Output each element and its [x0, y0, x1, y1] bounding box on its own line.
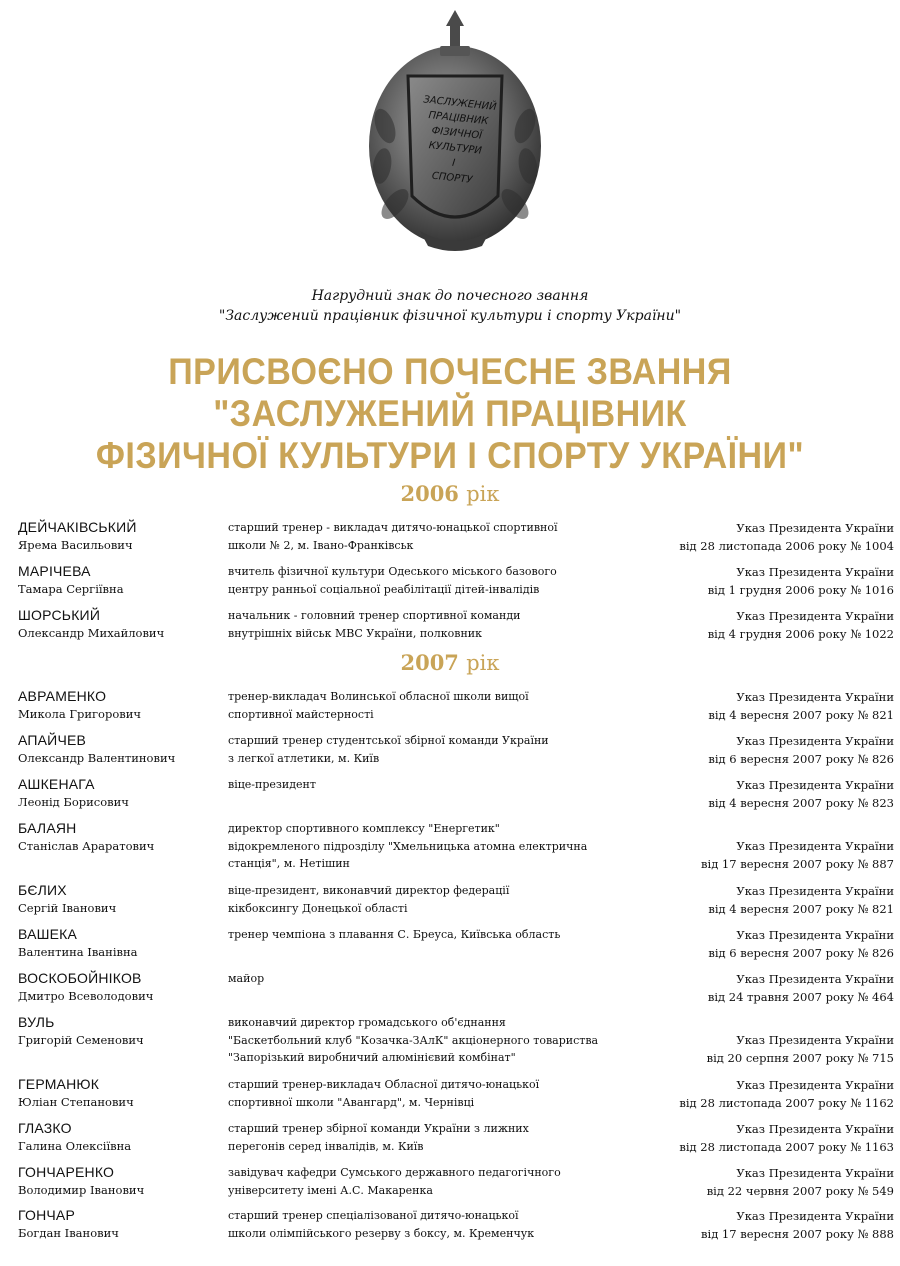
page-title-line-1: ПРИСВОЄНО ПОЧЕСНЕ ЗВАННЯ [168, 351, 732, 392]
surname: АВРАМЕНКО [18, 688, 107, 704]
position-text [228, 1076, 658, 1111]
decree-date: від 1 грудня 2006 року № 1016 [707, 583, 894, 597]
position-line: "Баскетбольний клуб "Козачка-ЗАлК" акціонерного товариства [228, 1033, 599, 1047]
decree-date: від 17 вересня 2007 року № 888 [701, 1227, 894, 1241]
honor-badge-image [360, 6, 550, 256]
badge-inscription-line: СПОРТУ [431, 170, 473, 186]
position-text [228, 970, 658, 988]
given-name: Станіслав Араратович [18, 839, 155, 853]
decree-date: від 17 вересня 2007 року № 887 [701, 857, 894, 871]
badge-inscription-line: ЗАСЛУЖЕНИЙ [422, 94, 497, 114]
decree-title: Указ Президента України [736, 1166, 894, 1180]
given-name: Григорій Семенович [18, 1033, 144, 1047]
badge-inscription [412, 92, 501, 190]
decree-date: від 20 серпня 2007 року № 715 [706, 1051, 894, 1065]
year-number: 2006 [400, 481, 459, 506]
decree-title: Указ Президента України [736, 734, 894, 748]
decree-date: від 28 листопада 2007 року № 1163 [679, 1140, 894, 1154]
position-line: вчитель фізичної культури Одеського міського базового [228, 565, 557, 578]
surname: ВУЛЬ [18, 1014, 55, 1030]
position-text [228, 563, 658, 598]
given-name: Дмитро Всеволодович [18, 989, 154, 1003]
decree-title: Указ Президента України [736, 521, 894, 535]
year-suffix: рік [466, 482, 500, 506]
position-text [228, 1164, 658, 1199]
decree-date: від 6 вересня 2007 року № 826 [708, 752, 894, 766]
decree-date: від 4 грудня 2006 року № 1022 [707, 627, 894, 641]
position-line: завідувач кафедри Сумського державного педагогічного [228, 1166, 561, 1179]
position-line: старший тренер - викладач дитячо-юнацької спортивної [228, 521, 558, 534]
badge-inscription-line: ФІЗИЧНОЇ [431, 125, 483, 142]
position-line: тренер-викладач Волинської обласної школи вищої [228, 690, 529, 703]
surname: ШОРСЬКИЙ [18, 607, 101, 623]
badge-caption-line-2: "Заслужений працівник фізичної культури і спорту України" [218, 308, 682, 324]
position-text [228, 688, 658, 723]
given-name: Галина Олексіївна [18, 1139, 132, 1153]
list-item [18, 819, 894, 879]
year-number: 2007 [400, 650, 459, 675]
given-name: Валентина Іванівна [18, 945, 138, 959]
position-text [228, 1207, 658, 1242]
position-line: перегонів серед інвалідів, м. Київ [228, 1139, 424, 1153]
position-line: віце-президент, виконавчий директор федерації [228, 884, 510, 897]
badge-inscription-line: КУЛЬТУРИ [428, 140, 483, 157]
given-name: Микола Григорович [18, 707, 141, 721]
decree-title: Указ Президента України [736, 565, 894, 579]
decree-title: Указ Президента України [736, 609, 894, 623]
decree-title: Указ Президента України [736, 839, 894, 853]
decree-title: Указ Президента України [736, 928, 894, 942]
badge-inscription-line: ПРАЦІВНИК [427, 110, 489, 128]
given-name: Богдан Іванович [18, 1226, 119, 1240]
position-line: директор спортивного комплексу "Енергетик" [228, 822, 500, 835]
position-line: кікбоксингу Донецької області [228, 901, 408, 915]
position-text [228, 820, 658, 873]
surname: БЄЛИХ [18, 882, 67, 898]
position-text [228, 926, 658, 944]
position-line: з легкої атлетики, м. Київ [228, 751, 380, 765]
position-line: школи № 2, м. Івано-Франківськ [228, 538, 414, 552]
position-line: відокремленого підрозділу "Хмельницька атомна електрична [228, 839, 588, 853]
surname: ГОНЧАР [18, 1207, 76, 1223]
given-name: Олександр Михайлович [18, 626, 165, 640]
position-text [228, 607, 658, 642]
surname: МАРІЧЕВА [18, 563, 91, 579]
year-suffix: рік [466, 651, 500, 675]
position-line: тренер чемпіона з плавання С. Бреуса, Київська область [228, 928, 561, 941]
decree-title: Указ Президента України [736, 884, 894, 898]
decree-date: від 22 червня 2007 року № 549 [706, 1184, 894, 1198]
position-line: начальник - головний тренер спортивної команди [228, 609, 521, 622]
decree-title: Указ Президента України [736, 1209, 894, 1223]
surname: АШКЕНАГА [18, 776, 95, 792]
badge-caption-line-1: Нагрудний знак до почесного звання [311, 288, 589, 304]
given-name: Володимир Іванович [18, 1183, 145, 1197]
position-line: віце-президент [228, 778, 316, 791]
decree-date: від 24 травня 2007 року № 464 [707, 990, 894, 1004]
decree-date: від 4 вересня 2007 року № 821 [708, 708, 894, 722]
decree-date: від 4 вересня 2007 року № 823 [708, 796, 894, 810]
position-line: центру ранньої соціальної реабілітації дітей-інвалідів [228, 582, 540, 596]
given-name: Сергій Іванович [18, 901, 117, 915]
surname: ДЕЙЧАКІВСЬКИЙ [18, 519, 137, 535]
position-line: внутрішніх військ МВС України, полковник [228, 626, 483, 640]
position-text [228, 732, 658, 767]
given-name: Тамара Сергіївна [18, 582, 124, 596]
position-line: виконавчий директор громадського об'єднання [228, 1016, 506, 1029]
position-text [228, 776, 658, 794]
decree-title: Указ Президента України [736, 972, 894, 986]
decree-date: від 6 вересня 2007 року № 826 [708, 946, 894, 960]
surname: ГЛАЗКО [18, 1120, 72, 1136]
given-name: Юліан Степанович [18, 1095, 134, 1109]
page-title-line-3: ФІЗИЧНОЇ КУЛЬТУРИ І СПОРТУ УКРАЇНИ" [95, 435, 805, 476]
surname: АПАЙЧЕВ [18, 732, 87, 748]
position-line: "Запорізький виробничий алюмінієвий комбінат" [228, 1051, 516, 1064]
decree-title: Указ Президента України [736, 1033, 894, 1047]
position-text [228, 1120, 658, 1155]
position-line: спортивної школи "Авангард", м. Чернівці [228, 1095, 475, 1109]
decree-title: Указ Президента України [736, 1078, 894, 1092]
page-title-line-2: "ЗАСЛУЖЕНИЙ ПРАЦІВНИК [213, 393, 687, 434]
decree-title: Указ Президента України [736, 778, 894, 792]
surname: БАЛАЯН [18, 820, 77, 836]
decree-date: від 28 листопада 2006 року № 1004 [679, 539, 894, 553]
list-item [18, 606, 894, 666]
list-item [18, 1206, 894, 1266]
position-line: школи олімпійського резерву з боксу, м. Кременчук [228, 1226, 535, 1240]
decree-title: Указ Президента України [736, 690, 894, 704]
position-line: спортивної майстерності [228, 707, 374, 721]
decree-date: від 4 вересня 2007 року № 821 [708, 902, 894, 916]
given-name: Олександр Валентинович [18, 751, 176, 765]
year-heading-2006 [0, 481, 900, 507]
position-line: старший тренер-викладач Обласної дитячо-юнацької [228, 1078, 540, 1091]
decree-title: Указ Президента України [736, 1122, 894, 1136]
position-text [228, 519, 658, 554]
position-line: університету імені А.С. Макаренка [228, 1183, 433, 1197]
badge-inscription-line: І [451, 157, 456, 170]
position-line: станція", м. Нетішин [228, 857, 350, 870]
surname: ГОНЧАРЕНКО [18, 1164, 115, 1180]
position-text [228, 1014, 658, 1067]
decree-date: від 28 листопада 2007 року № 1162 [679, 1096, 894, 1110]
position-text [228, 882, 658, 917]
position-line: майор [228, 972, 265, 985]
surname: ВАШЕКА [18, 926, 78, 942]
position-line: старший тренер студентської збірної команди України [228, 734, 549, 747]
list-item [18, 1013, 894, 1073]
position-line: старший тренер спеціалізованої дитячо-юнацької [228, 1209, 519, 1222]
surname: ВОСКОБОЙНІКОВ [18, 970, 142, 986]
position-line: старший тренер збірної команди України з лижних [228, 1122, 529, 1135]
given-name: Ярема Васильович [18, 538, 133, 552]
given-name: Леонід Борисович [18, 795, 129, 809]
surname: ГЕРМАНЮК [18, 1076, 100, 1092]
